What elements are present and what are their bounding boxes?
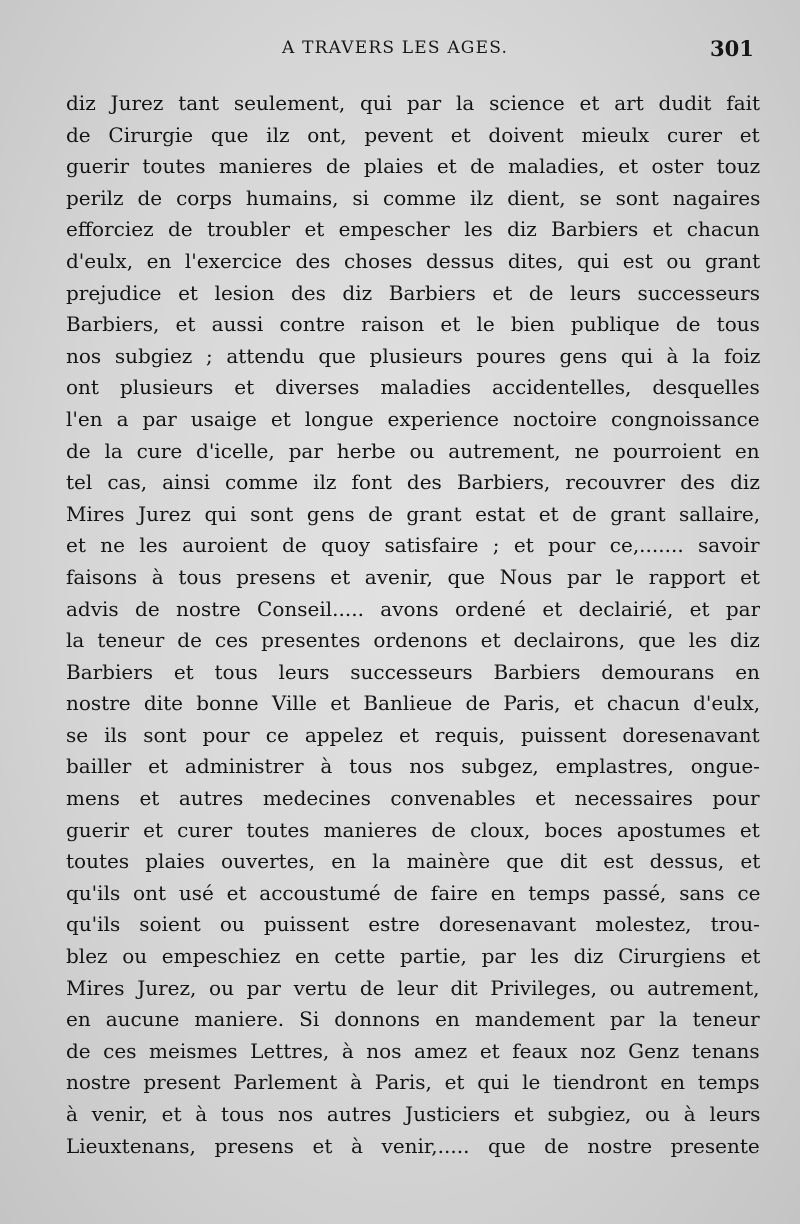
text-line: de ces meismes Lettres, à nos amez et feaux noz Genz tenans xyxy=(66,1038,760,1063)
text-line: Mires Jurez, ou par vertu de leur dit Privileges, ou autrement, xyxy=(66,975,760,1000)
text-line: à venir, et à tous nos autres Justiciers et subgiez, ou à leurs xyxy=(66,1102,760,1126)
text-line: advis de nostre Conseil..... avons ordené et declairié, et par xyxy=(66,596,760,621)
text-line: guerir et curer toutes manieres de cloux, boces apostumes et xyxy=(66,817,760,842)
text-line: tel cas, ainsi comme ilz font des Barbiers, recouvrer des diz xyxy=(66,470,760,495)
text-line: en aucune maniere. Si donnons en mandement par la teneur xyxy=(66,1007,760,1032)
text-line: blez ou empeschiez en cette partie, par les diz Cirurgiens et xyxy=(66,944,760,969)
text-line: mens et autres medecines convenables et necessaires pour xyxy=(66,786,760,811)
text-line: Barbiers et tous leurs successeurs Barbiers demourans en xyxy=(66,659,760,684)
text-line: efforciez de troubler et empescher les diz Barbiers et chacun xyxy=(66,217,760,242)
running-title: A TRAVERS LES AGES. xyxy=(282,38,509,58)
text-line: guerir toutes manieres de plaies et de maladies, et oster touz xyxy=(66,154,760,179)
text-line: la teneur de ces presentes ordenons et declairons, que les diz xyxy=(66,628,760,653)
text-line: nos subgiez ; attendu que plusieurs poures gens qui à la foiz xyxy=(66,343,760,368)
text-line: qu'ils soient ou puissent estre doresenavant molestez, trou- xyxy=(66,912,760,937)
text-line: diz Jurez tant seulement, qui par la science et art dudit fait xyxy=(66,91,760,115)
text-line: et ne les auroient de quoy satisfaire ; et pour ce,....... savoir xyxy=(66,533,760,558)
body-text xyxy=(66,88,760,1162)
text-line: toutes plaies ouvertes, en la mainère que dit est dessus, et xyxy=(66,849,760,874)
text-line: de Cirurgie que ilz ont, pevent et doivent mieulx curer et xyxy=(66,122,760,147)
text-line: Mires Jurez qui sont gens de grant estat et de grant sallaire, xyxy=(66,501,760,526)
running-head xyxy=(0,36,800,66)
text-line: l'en a par usaige et longue experience noctoire congnoissance xyxy=(66,406,760,431)
text-line: Barbiers, et aussi contre raison et le bien publique de tous xyxy=(66,312,760,337)
text-line: se ils sont pour ce appelez et requis, puissent doresenavant xyxy=(66,722,760,747)
text-line: d'eulx, en l'exercice des choses dessus dites, qui est ou grant xyxy=(66,248,760,273)
text-line: de la cure d'icelle, par herbe ou autrement, ne pourroient en xyxy=(66,438,760,463)
text-line: perilz de corps humains, si comme ilz dient, se sont nagaires xyxy=(66,185,760,210)
text-line: faisons à tous presens et avenir, que Nous par le rapport et xyxy=(66,564,760,589)
text-line: nostre present Parlement à Paris, et qui le tiendront en temps xyxy=(66,1070,760,1095)
text-line: prejudice et lesion des diz Barbiers et de leurs successeurs xyxy=(66,280,760,305)
text-line: ont plusieurs et diverses maladies accidentelles, desquelles xyxy=(66,375,760,400)
text-line: Lieuxtenans, presens et à venir,..... que de nostre presente xyxy=(66,1133,760,1158)
text-line: nostre dite bonne Ville et Banlieue de Paris, et chacun d'eulx, xyxy=(66,691,760,716)
text-line: bailler et administrer à tous nos subgez, emplastres, ongue- xyxy=(66,754,760,779)
page-number: 301 xyxy=(710,36,754,61)
text-line: qu'ils ont usé et accoustumé de faire en temps passé, sans ce xyxy=(66,880,760,905)
